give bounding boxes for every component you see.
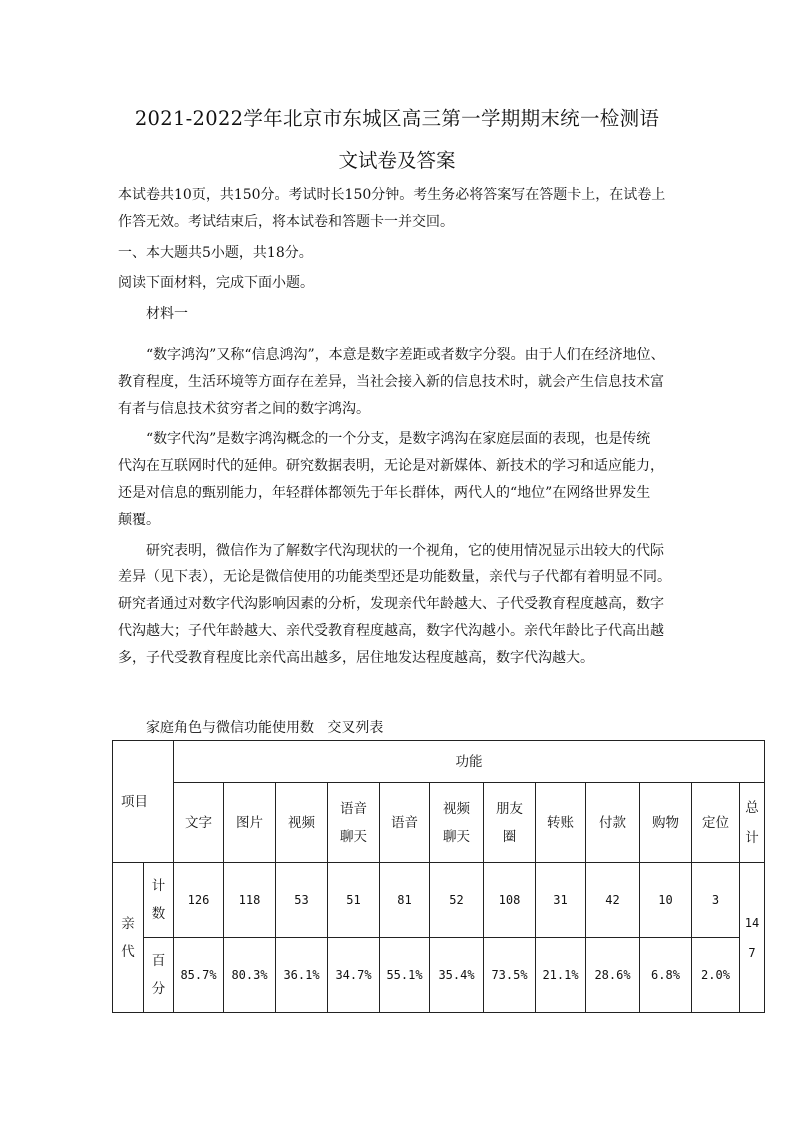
percent-cell: 55.1% [380,938,430,1013]
material-label: 材料一 [146,306,188,323]
count-cell: 51 [328,863,380,938]
column-header: 视频 [276,783,328,863]
column-header: 文字 [174,783,224,863]
column-header: 定位 [692,783,740,863]
column-header: 付款 [586,783,640,863]
paragraph-3-line: 代沟越大；子代年龄越大、亲代受教育程度越高，数字代沟越小。亲代年龄比子代高出越 [118,622,664,639]
table-row [113,863,765,938]
count-cell: 118 [224,863,276,938]
count-cell: 81 [380,863,430,938]
count-label: 计数 [144,863,174,938]
function-header: 功能 [174,741,765,783]
column-header: 购物 [640,783,692,863]
paragraph-3-line: 差异（见下表），无论是微信使用的功能类型还是功能数量，亲代与子代都有着明显不同。 [118,569,671,586]
column-header: 语音聊天 [328,783,380,863]
percent-cell: 21.1% [536,938,586,1013]
document-title-line-1: 2021-2022学年北京市东城区高三第一学期期末统一检测语 [134,107,660,130]
column-header: 视频聊天 [430,783,484,863]
percent-cell: 28.6% [586,938,640,1013]
intro-line-2: 作答无效。考试结束后，将本试卷和答题卡一并交回。 [118,213,454,230]
paragraph-3-line: 研究表明，微信作为了解数字代沟现状的一个视角，它的使用情况显示出较大的代际 [146,542,664,559]
item-header: 项目 [113,741,174,863]
count-cell: 3 [692,863,740,938]
count-cell: 108 [484,863,536,938]
count-cell: 126 [174,863,224,938]
percent-cell: 80.3% [224,938,276,1013]
percent-label: 百分 [144,938,174,1013]
section-instruction: 阅读下面材料，完成下面小题。 [118,275,314,292]
count-cell: 31 [536,863,586,938]
count-cell: 52 [430,863,484,938]
percent-cell: 6.8% [640,938,692,1013]
paragraph-1-line: 教育程度，生活环境等方面存在差异，当社会接入新的信息技术时，就会产生信息技术富 [118,373,664,390]
column-header-row [113,783,765,863]
section-heading: 一、本大题共5小题，共18分。 [118,244,313,261]
paragraph-2-line: “数字代沟”是数字鸿沟概念的一个分支，是数字鸿沟在家庭层面的表现，也是传统 [146,431,651,448]
column-header: 朋友圈 [484,783,536,863]
paragraph-2-line: 还是对信息的甄别能力，年轻群体都领先于年长群体，两代人的“地位”在网络世界发生 [118,484,651,501]
column-header: 图片 [224,783,276,863]
percent-cell: 34.7% [328,938,380,1013]
intro-line-1: 本试卷共10页，共150分。考试时长150分钟。考生务必将答案写在答题卡上，在试卷上 [118,187,666,203]
column-header: 总计 [740,783,765,863]
paragraph-1-line: 有者与信息技术贫穷者之间的数字鸿沟。 [118,400,370,417]
count-cell: 10 [640,863,692,938]
column-header: 转账 [536,783,586,863]
count-cell: 53 [276,863,328,938]
column-header: 语音 [380,783,430,863]
percent-cell: 73.5% [484,938,536,1013]
document-title-line-2: 文试卷及答案 [338,149,456,172]
percent-cell: 35.4% [430,938,484,1013]
intro-block [118,182,698,328]
table-row [113,938,765,1013]
paragraph-1-line: “数字鸿沟”又称“信息鸿沟”，本意是数字差距或者数字分裂。由于人们在经济地位、 [146,347,665,363]
material-1-body [118,342,698,672]
percent-cell: 85.7% [174,938,224,1013]
table-header-row [113,741,765,783]
wechat-usage-table [112,740,765,1013]
paragraph-2-line: 代沟在互联网时代的延伸。研究数据表明，无论是对新媒体、新技术的学习和适应能力， [118,458,664,475]
count-cell: 42 [586,863,640,938]
percent-cell: 2.0% [692,938,740,1013]
role-label: 亲代 [113,863,144,1013]
percent-cell: 36.1% [276,938,328,1013]
paragraph-2-line: 颠覆。 [118,511,160,528]
table-caption: 家庭角色与微信功能使用数 交叉列表 [146,720,384,736]
paragraph-3-line: 研究者通过对数字代沟影响因素的分析，发现亲代年龄越大、子代受教育程度越高，数字 [118,596,664,613]
paragraph-3-line: 多，子代受教育程度比亲代高出越多，居住地发达程度越高，数字代沟越大。 [118,649,594,666]
total-cell: 147 [740,863,765,1013]
